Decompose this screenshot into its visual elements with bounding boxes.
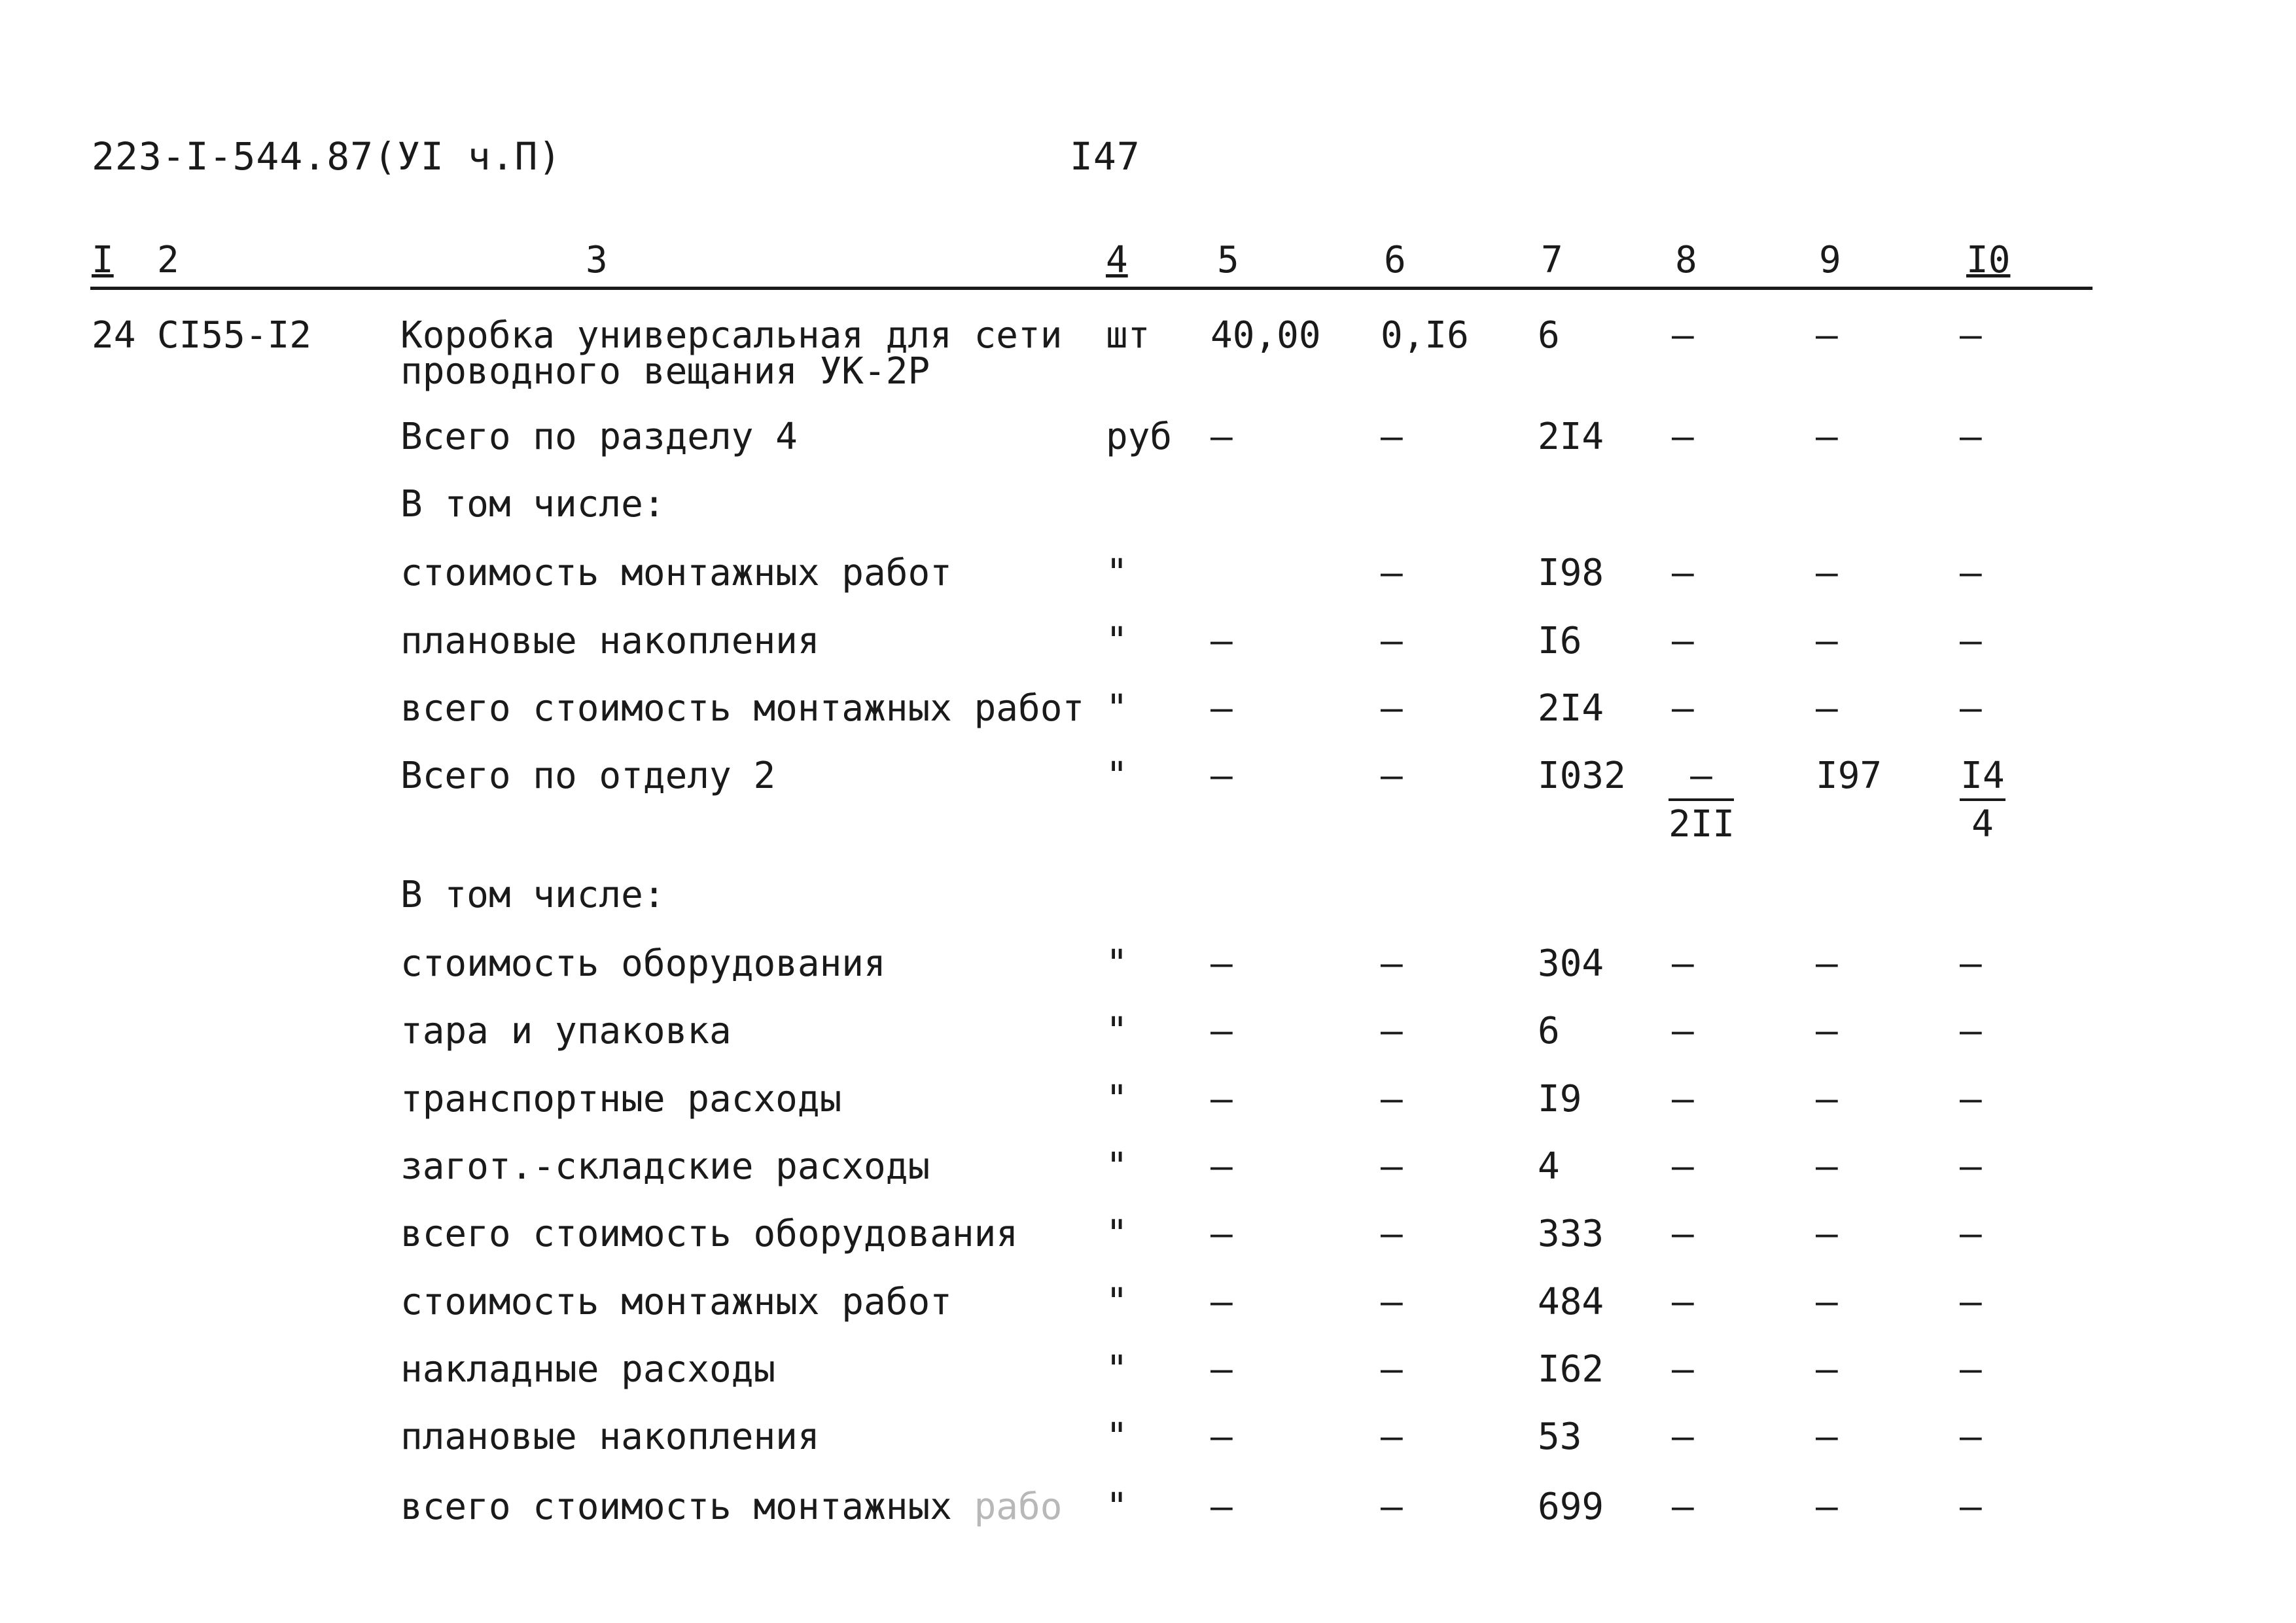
- row-col7: 699: [1538, 1486, 1604, 1528]
- row-code: CI55-I2: [157, 314, 312, 357]
- row-col10: –: [1960, 1416, 1982, 1458]
- row-name: стоимость оборудования: [400, 942, 886, 985]
- row-col9: –: [1816, 416, 1838, 458]
- row-col10: –: [1960, 620, 1982, 662]
- row-unit: ": [1106, 1010, 1128, 1052]
- fraction-bar: [1960, 798, 2005, 801]
- col10-fraction: [1960, 755, 2005, 846]
- row-name: В том числе:: [400, 874, 665, 916]
- row-col9: –: [1816, 1078, 1838, 1120]
- row-col6: –: [1381, 1348, 1403, 1391]
- row-unit: ": [1106, 1281, 1128, 1323]
- row-col5: –: [1210, 1213, 1233, 1255]
- row-col10: –: [1960, 687, 1982, 730]
- row-col10: –: [1960, 552, 1982, 594]
- row-col8: –: [1672, 416, 1694, 458]
- row-unit: ": [1106, 1145, 1128, 1188]
- row-col8: –: [1672, 687, 1694, 730]
- row-col7: 2I4: [1538, 416, 1604, 458]
- row-name: стоимость монтажных работ: [400, 1281, 952, 1323]
- row-col7: 6: [1538, 1010, 1560, 1052]
- row-name: транспортные расходы: [400, 1078, 842, 1120]
- row-col7: 2I4: [1538, 687, 1604, 730]
- row-col9: –: [1816, 1010, 1838, 1052]
- row-name: [400, 1486, 1063, 1528]
- row-col7: I9: [1538, 1078, 1582, 1120]
- row-col10: –: [1960, 1010, 1982, 1052]
- row-col10: –: [1960, 1145, 1982, 1188]
- col-header-6: 6: [1384, 239, 1406, 281]
- row-col7: 484: [1538, 1281, 1604, 1323]
- row-unit: ": [1106, 755, 1128, 797]
- row-col6: –: [1381, 1416, 1403, 1458]
- col-header-10: I0: [1966, 239, 2011, 281]
- row-col5: –: [1210, 416, 1233, 458]
- row-col9: –: [1816, 1348, 1838, 1391]
- row-col7: 6: [1538, 314, 1560, 357]
- row-col5: –: [1210, 1281, 1233, 1323]
- col-header-9: 9: [1819, 239, 1841, 281]
- row-unit: ": [1106, 1213, 1128, 1255]
- row-name: плановые накопления: [400, 1416, 820, 1458]
- col-header-2: 2: [157, 239, 179, 281]
- row-col9: –: [1816, 552, 1838, 594]
- row-name-faded: рабо: [974, 1486, 1063, 1528]
- row-name: стоимость монтажных работ: [400, 552, 952, 594]
- row-name: загот.-складские расходы: [400, 1145, 930, 1188]
- col-header-1: I: [92, 239, 114, 281]
- row-name: В том числе:: [400, 483, 665, 526]
- row-col9: –: [1816, 620, 1838, 662]
- page-number: I47: [1070, 134, 1140, 179]
- row-col8: –: [1672, 1486, 1694, 1528]
- row-unit: ": [1106, 942, 1128, 985]
- row-col8: –: [1672, 1010, 1694, 1052]
- col-header-4: 4: [1106, 239, 1128, 281]
- row-col8: –: [1672, 1416, 1694, 1458]
- row-col9: –: [1816, 314, 1838, 357]
- row-col6: 0,I6: [1381, 314, 1469, 357]
- row-col5: –: [1210, 1486, 1233, 1528]
- row-col5: –: [1210, 1010, 1233, 1052]
- row-col7: 4: [1538, 1145, 1560, 1188]
- row-col10: –: [1960, 942, 1982, 985]
- row-col5: –: [1210, 1416, 1233, 1458]
- row-col6: –: [1381, 942, 1403, 985]
- row-name: тара и упаковка: [400, 1010, 732, 1052]
- row-col6: –: [1381, 1213, 1403, 1255]
- row-col10: –: [1960, 1348, 1982, 1391]
- col8-numerator: –: [1690, 755, 1712, 797]
- row-col5: –: [1210, 1078, 1233, 1120]
- row-unit: ": [1106, 1348, 1128, 1391]
- row-col7: I98: [1538, 552, 1604, 594]
- col-header-3: 3: [586, 239, 608, 281]
- row-col10: –: [1960, 314, 1982, 357]
- row-col5: –: [1210, 687, 1233, 730]
- row-col10: –: [1960, 1213, 1982, 1255]
- row-col5: –: [1210, 620, 1233, 662]
- row-col10: –: [1960, 1486, 1982, 1528]
- row-name: всего стоимость оборудования: [400, 1213, 1019, 1255]
- row-col9: –: [1816, 687, 1838, 730]
- row-col7: 333: [1538, 1213, 1604, 1255]
- row-name: Всего по разделу 4: [400, 416, 798, 458]
- row-col5: –: [1210, 1145, 1233, 1188]
- row-col7: I6: [1538, 620, 1582, 662]
- row-col9: –: [1816, 1416, 1838, 1458]
- row-col7: I62: [1538, 1348, 1604, 1391]
- row-unit: ": [1106, 552, 1128, 594]
- row-col9: –: [1816, 942, 1838, 985]
- row-unit: ": [1106, 1078, 1128, 1120]
- row-col6: –: [1381, 1281, 1403, 1323]
- col-header-8: 8: [1675, 239, 1697, 281]
- row-number: 24: [92, 314, 136, 357]
- col8-fraction: [1669, 755, 1735, 846]
- row-col8: –: [1672, 1213, 1694, 1255]
- row-col9: –: [1816, 1145, 1838, 1188]
- row-col7: 53: [1538, 1416, 1582, 1458]
- row-name: Всего по отделу 2: [400, 755, 776, 797]
- row-name-line2: проводного вещания УК-2Р: [400, 350, 930, 393]
- row-unit: ": [1106, 620, 1128, 662]
- row-col6: –: [1381, 416, 1403, 458]
- header-rule: [90, 287, 2093, 290]
- col8-denominator: 2II: [1669, 803, 1735, 846]
- row-col9: I97: [1816, 755, 1882, 797]
- col10-denominator: 4: [1971, 803, 1994, 846]
- row-col6: –: [1381, 1145, 1403, 1188]
- row-name: всего стоимость монтажных работ: [400, 687, 1085, 730]
- row-col6: –: [1381, 1486, 1403, 1528]
- row-col9: –: [1816, 1213, 1838, 1255]
- row-unit: шт: [1106, 314, 1150, 357]
- row-col6: –: [1381, 1078, 1403, 1120]
- row-col8: –: [1672, 1078, 1694, 1120]
- row-col5: –: [1210, 1348, 1233, 1391]
- col-header-7: 7: [1541, 239, 1563, 281]
- row-unit: ": [1106, 1416, 1128, 1458]
- row-col8: –: [1672, 314, 1694, 357]
- row-col8: –: [1672, 1281, 1694, 1323]
- row-col10: –: [1960, 1078, 1982, 1120]
- row-col6: –: [1381, 552, 1403, 594]
- row-col8: –: [1672, 1145, 1694, 1188]
- row-col10: –: [1960, 1281, 1982, 1323]
- row-col8: –: [1672, 1348, 1694, 1391]
- row-col10: –: [1960, 416, 1982, 458]
- row-unit: ": [1106, 1486, 1128, 1528]
- col-header-5: 5: [1217, 239, 1239, 281]
- row-name-line1: Коробка универсальная для сети: [400, 314, 1063, 357]
- row-col7: 304: [1538, 942, 1604, 985]
- row-unit: ": [1106, 687, 1128, 730]
- row-col7: I032: [1538, 755, 1626, 797]
- document-code: 223-I-544.87(УI ч.П): [92, 134, 562, 179]
- row-col9: –: [1816, 1486, 1838, 1528]
- row-name: накладные расходы: [400, 1348, 776, 1391]
- row-col6: –: [1381, 1010, 1403, 1052]
- row-col8: –: [1672, 620, 1694, 662]
- row-col5: –: [1210, 755, 1233, 797]
- row-col6: –: [1381, 755, 1403, 797]
- row-col6: –: [1381, 620, 1403, 662]
- fraction-bar: [1669, 798, 1734, 801]
- col10-numerator: I4: [1960, 755, 2005, 797]
- row-name-main: всего стоимость монтажных: [400, 1486, 974, 1528]
- row-col8: –: [1672, 942, 1694, 985]
- row-name: плановые накопления: [400, 620, 820, 662]
- row-col8: –: [1672, 552, 1694, 594]
- row-col5: 40,00: [1210, 314, 1321, 357]
- row-unit: руб: [1106, 416, 1173, 458]
- row-col5: –: [1210, 942, 1233, 985]
- row-col6: –: [1381, 687, 1403, 730]
- row-col9: –: [1816, 1281, 1838, 1323]
